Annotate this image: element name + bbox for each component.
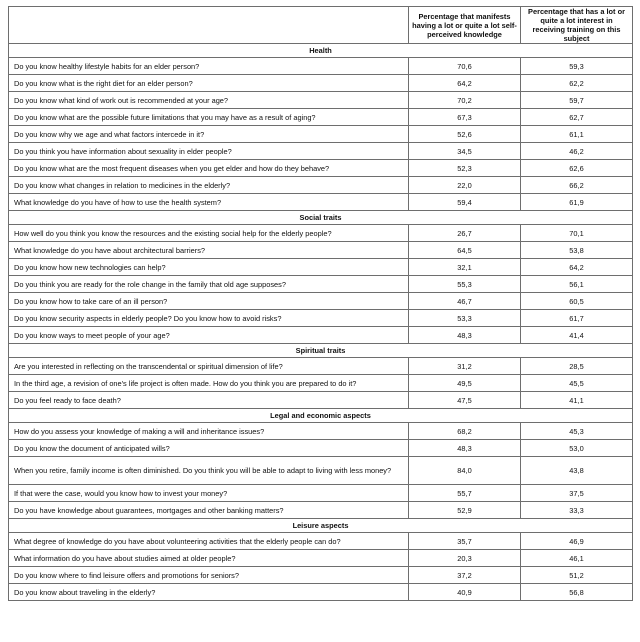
header-knowledge: Percentage that manifests having a lot or quite a lot self-perceived knowledge [409, 7, 521, 44]
table-row [9, 533, 633, 550]
interest-percent-cell: 37,5 [521, 485, 633, 502]
interest-percent-cell: 61,1 [521, 126, 633, 143]
question-cell: Do you know why we age and what factors intercede in it? [9, 126, 409, 143]
interest-percent-cell: 53,8 [521, 242, 633, 259]
question-cell: Do you know where to find leisure offers and promotions for seniors? [9, 567, 409, 584]
question-cell: Do you know what changes in relation to medicines in the elderly? [9, 177, 409, 194]
table-row [9, 502, 633, 519]
section-title: Legal and economic aspects [9, 409, 633, 423]
section-title: Social traits [9, 211, 633, 225]
interest-percent-cell: 62,6 [521, 160, 633, 177]
interest-percent-cell: 45,5 [521, 375, 633, 392]
question-cell: Do you know ways to meet people of your age? [9, 327, 409, 344]
question-cell: Do you have knowledge about guarantees, mortgages and other banking matters? [9, 502, 409, 519]
table-row [9, 584, 633, 601]
knowledge-percent-cell: 26,7 [409, 225, 521, 242]
question-cell: When you retire, family income is often diminished. Do you think you will be able to adapt to living with less money? [9, 457, 409, 485]
interest-percent-cell: 51,2 [521, 567, 633, 584]
header-question [9, 7, 409, 44]
knowledge-percent-cell: 84,0 [409, 457, 521, 485]
interest-percent-cell: 46,9 [521, 533, 633, 550]
section-title: Spiritual traits [9, 344, 633, 358]
interest-percent-cell: 56,1 [521, 276, 633, 293]
knowledge-percent-cell: 46,7 [409, 293, 521, 310]
knowledge-percent-cell: 48,3 [409, 327, 521, 344]
table-body [9, 44, 633, 601]
table-row [9, 160, 633, 177]
question-cell: Do you know security aspects in elderly people? Do you know how to avoid risks? [9, 310, 409, 327]
question-cell: How do you assess your knowledge of making a will and inheritance issues? [9, 423, 409, 440]
table-row [9, 358, 633, 375]
question-cell: Do you know healthy lifestyle habits for an elder person? [9, 58, 409, 75]
section-row [9, 409, 633, 423]
knowledge-percent-cell: 64,2 [409, 75, 521, 92]
interest-percent-cell: 28,5 [521, 358, 633, 375]
knowledge-percent-cell: 53,3 [409, 310, 521, 327]
table-row [9, 327, 633, 344]
knowledge-percent-cell: 52,6 [409, 126, 521, 143]
section-row [9, 211, 633, 225]
question-cell: Do you know what are the possible future limitations that you may have as a result of aging? [9, 109, 409, 126]
interest-percent-cell: 45,3 [521, 423, 633, 440]
knowledge-percent-cell: 52,3 [409, 160, 521, 177]
question-cell: Are you interested in reflecting on the transcendental or spiritual dimension of life? [9, 358, 409, 375]
knowledge-percent-cell: 32,1 [409, 259, 521, 276]
question-cell: Do you know about traveling in the elderly? [9, 584, 409, 601]
table-row [9, 242, 633, 259]
table-row [9, 440, 633, 457]
section-row [9, 44, 633, 58]
interest-percent-cell: 41,1 [521, 392, 633, 409]
interest-percent-cell: 62,2 [521, 75, 633, 92]
interest-percent-cell: 70,1 [521, 225, 633, 242]
knowledge-percent-cell: 70,6 [409, 58, 521, 75]
interest-percent-cell: 56,8 [521, 584, 633, 601]
knowledge-percent-cell: 20,3 [409, 550, 521, 567]
table-row [9, 194, 633, 211]
question-cell: If that were the case, would you know how to invest your money? [9, 485, 409, 502]
interest-percent-cell: 64,2 [521, 259, 633, 276]
survey-table-container [8, 6, 632, 601]
knowledge-percent-cell: 64,5 [409, 242, 521, 259]
question-cell: In the third age, a revision of one's life project is often made. How do you think you are prepared to do it? [9, 375, 409, 392]
question-cell: Do you know the document of anticipated wills? [9, 440, 409, 457]
question-cell: Do you know what kind of work out is recommended at your age? [9, 92, 409, 109]
knowledge-percent-cell: 55,7 [409, 485, 521, 502]
knowledge-percent-cell: 49,5 [409, 375, 521, 392]
table-row [9, 485, 633, 502]
table-row [9, 293, 633, 310]
interest-percent-cell: 60,5 [521, 293, 633, 310]
table-row [9, 177, 633, 194]
question-cell: What degree of knowledge do you have about volunteering activities that the elderly people can do? [9, 533, 409, 550]
table-row [9, 126, 633, 143]
interest-percent-cell: 46,1 [521, 550, 633, 567]
table-row [9, 259, 633, 276]
interest-percent-cell: 53,0 [521, 440, 633, 457]
question-cell: Do you know what is the right diet for an elder person? [9, 75, 409, 92]
interest-percent-cell: 46,2 [521, 143, 633, 160]
question-cell: Do you think you are ready for the role change in the family that old age supposes? [9, 276, 409, 293]
knowledge-percent-cell: 37,2 [409, 567, 521, 584]
header-interest: Percentage that has a lot or quite a lot interest in receiving training on this subject [521, 7, 633, 44]
knowledge-percent-cell: 59,4 [409, 194, 521, 211]
header-row [9, 7, 633, 44]
table-row [9, 423, 633, 440]
table-row [9, 75, 633, 92]
interest-percent-cell: 61,9 [521, 194, 633, 211]
question-cell: Do you think you have information about sexuality in elder people? [9, 143, 409, 160]
question-cell: What information do you have about studies aimed at older people? [9, 550, 409, 567]
interest-percent-cell: 59,7 [521, 92, 633, 109]
knowledge-percent-cell: 34,5 [409, 143, 521, 160]
table-row [9, 225, 633, 242]
section-title: Leisure aspects [9, 519, 633, 533]
table-row [9, 550, 633, 567]
knowledge-percent-cell: 68,2 [409, 423, 521, 440]
knowledge-percent-cell: 22,0 [409, 177, 521, 194]
knowledge-percent-cell: 52,9 [409, 502, 521, 519]
table-row [9, 109, 633, 126]
table-row [9, 276, 633, 293]
survey-table [8, 6, 633, 601]
table-row [9, 143, 633, 160]
knowledge-percent-cell: 67,3 [409, 109, 521, 126]
question-cell: What knowledge do you have of how to use the health system? [9, 194, 409, 211]
knowledge-percent-cell: 35,7 [409, 533, 521, 550]
table-row [9, 92, 633, 109]
table-row [9, 375, 633, 392]
interest-percent-cell: 43,8 [521, 457, 633, 485]
knowledge-percent-cell: 55,3 [409, 276, 521, 293]
section-title: Health [9, 44, 633, 58]
section-row [9, 519, 633, 533]
question-cell: Do you feel ready to face death? [9, 392, 409, 409]
table-row [9, 457, 633, 485]
knowledge-percent-cell: 31,2 [409, 358, 521, 375]
interest-percent-cell: 66,2 [521, 177, 633, 194]
knowledge-percent-cell: 40,9 [409, 584, 521, 601]
question-cell: How well do you think you know the resources and the existing social help for the elderly people? [9, 225, 409, 242]
interest-percent-cell: 41,4 [521, 327, 633, 344]
table-row [9, 567, 633, 584]
interest-percent-cell: 33,3 [521, 502, 633, 519]
knowledge-percent-cell: 48,3 [409, 440, 521, 457]
interest-percent-cell: 59,3 [521, 58, 633, 75]
section-row [9, 344, 633, 358]
table-row [9, 310, 633, 327]
question-cell: Do you know how new technologies can help? [9, 259, 409, 276]
question-cell: Do you know what are the most frequent diseases when you get elder and how do they behave? [9, 160, 409, 177]
question-cell: What knowledge do you have about architectural barriers? [9, 242, 409, 259]
interest-percent-cell: 61,7 [521, 310, 633, 327]
interest-percent-cell: 62,7 [521, 109, 633, 126]
table-row [9, 58, 633, 75]
question-cell: Do you know how to take care of an ill person? [9, 293, 409, 310]
knowledge-percent-cell: 70,2 [409, 92, 521, 109]
knowledge-percent-cell: 47,5 [409, 392, 521, 409]
table-row [9, 392, 633, 409]
